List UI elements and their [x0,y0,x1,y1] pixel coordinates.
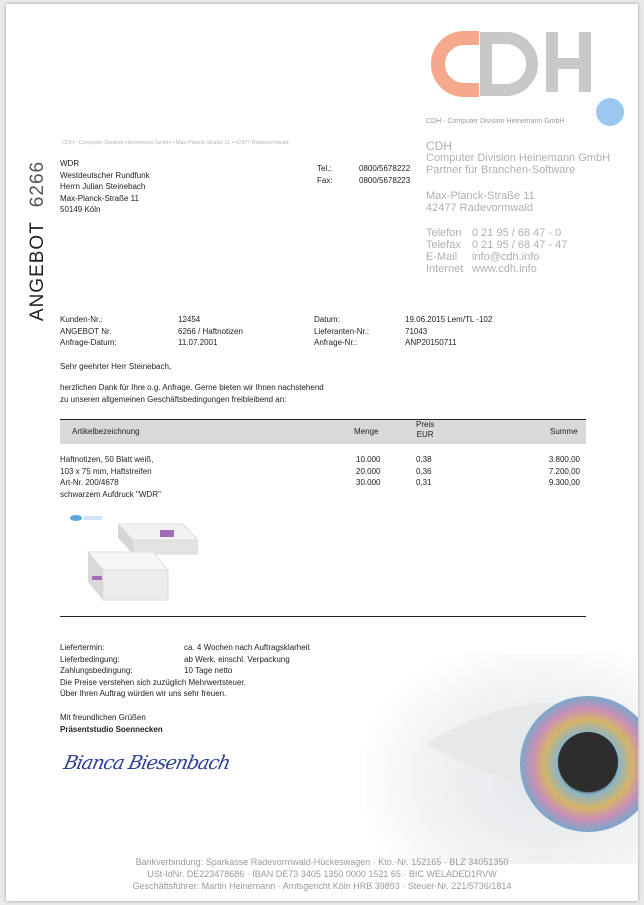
footer: Bankverbindung: Sparkasse Radevormwald-Hückeswagen · Kto.-Nr. 152165 · BLZ 34051350 USt-IdNr. DE223478686 · IBAN DE73 3405 1350 0000 1521 65 · BIC WELADED1RVW Geschäftsführer: Martin Heinemann · Amtsgericht Köln HRB 39893 · Steuer-Nr. 221/5736/1814 [132,857,512,891]
company-city: 42477 Radevormwald [426,202,534,214]
col-qty: Menge [354,427,379,436]
cdh-logo [424,30,624,132]
intro-text: herzlichen Dank für Ihre o.g. Anfrage. Gerne bieten wir Ihnen nachstehend zu unseren allgemeinen Geschäftsbedingungen freibleibend an: [60,383,324,404]
recipient-address: WDR Westdeutscher Rundfunk Herrn Julian Steinebach Max-Planck-Straße 11 50149 Köln [60,159,150,214]
contact-row: Telefon 0 21 95 / 68 47 - 0 [426,227,562,239]
document-page [6,4,638,901]
doc-type: ANGEBOT [27,221,49,322]
company-name: Computer Division Heinemann GmbH [426,152,611,164]
table-row: 10.000 0,38 3.800,00 20.000 0,36 7.200,00 30.000 0,31 9.300,00 [356,455,580,487]
col-article: Artikelbezeichnung [72,427,140,436]
contact-row: E-Mail info@cdh.info [426,251,540,263]
company-street: Max-Planck-Straße 11 [426,190,535,202]
terms-block: Liefertermin: ca. 4 Wochen nach Auftragsklarheit Lieferbedingung: ab Werk, einschl. Verpackung Zahlungsbedingung: 10 Tage netto Die Preise verstehen sich zuzüglich Mehrwertsteuer. Über Ihren Auftrag würden wir uns sehr freuen. [60,643,310,698]
company-short: CDH [426,139,452,153]
eye-background-image [366,654,638,864]
contact-row: Telefax 0 21 95 / 68 47 - 47 [426,239,568,251]
company-tagline: Partner für Branchen-Software [426,164,576,176]
doc-number: 6266 [27,160,49,208]
article-description: Haftnotizen, 50 Blatt weiß, 103 x 75 mm, Haftstreifen Art-Nr. 200/4678 schwarzem Aufdruck "WDR" [60,455,161,499]
table-bottom-rule [60,616,586,617]
signature: Bianca Biesenbach [61,752,232,774]
col-sum: Summe [550,427,578,436]
logo-caption: CDH - Computer Division Heinemann GmbH [426,118,565,125]
contact-row: Internet www.cdh.info [426,263,537,275]
sender-line: CDH - Computer Division Heinemann GmbH • Max-Planck-Straße 11 • 42477 Radevormwald [62,140,289,146]
phone-block: Tel.: 0800/5678222 Fax: 0800/5678223 [317,164,411,185]
meta-right: Datum: 19.06.2015 Lem/TL -102 Lieferanten-Nr.: 71043 Anfrage-Nr.: ANP20150711 [314,315,493,347]
salutation: Sehr geehrter Herr Steinebach, [60,362,172,371]
product-image [68,512,198,608]
company-block [426,140,610,275]
meta-left: Kunden-Nr.: 12454 ANGEBOT Nr. 6266 / Haftnotizen Anfrage-Datum: 11.07.2001 [60,315,243,347]
closing: Mit freundlichen Grüßen Präsentstudio Soennecken [60,713,163,734]
document-title-vertical [27,161,49,321]
col-price: Preis EUR [416,420,435,439]
